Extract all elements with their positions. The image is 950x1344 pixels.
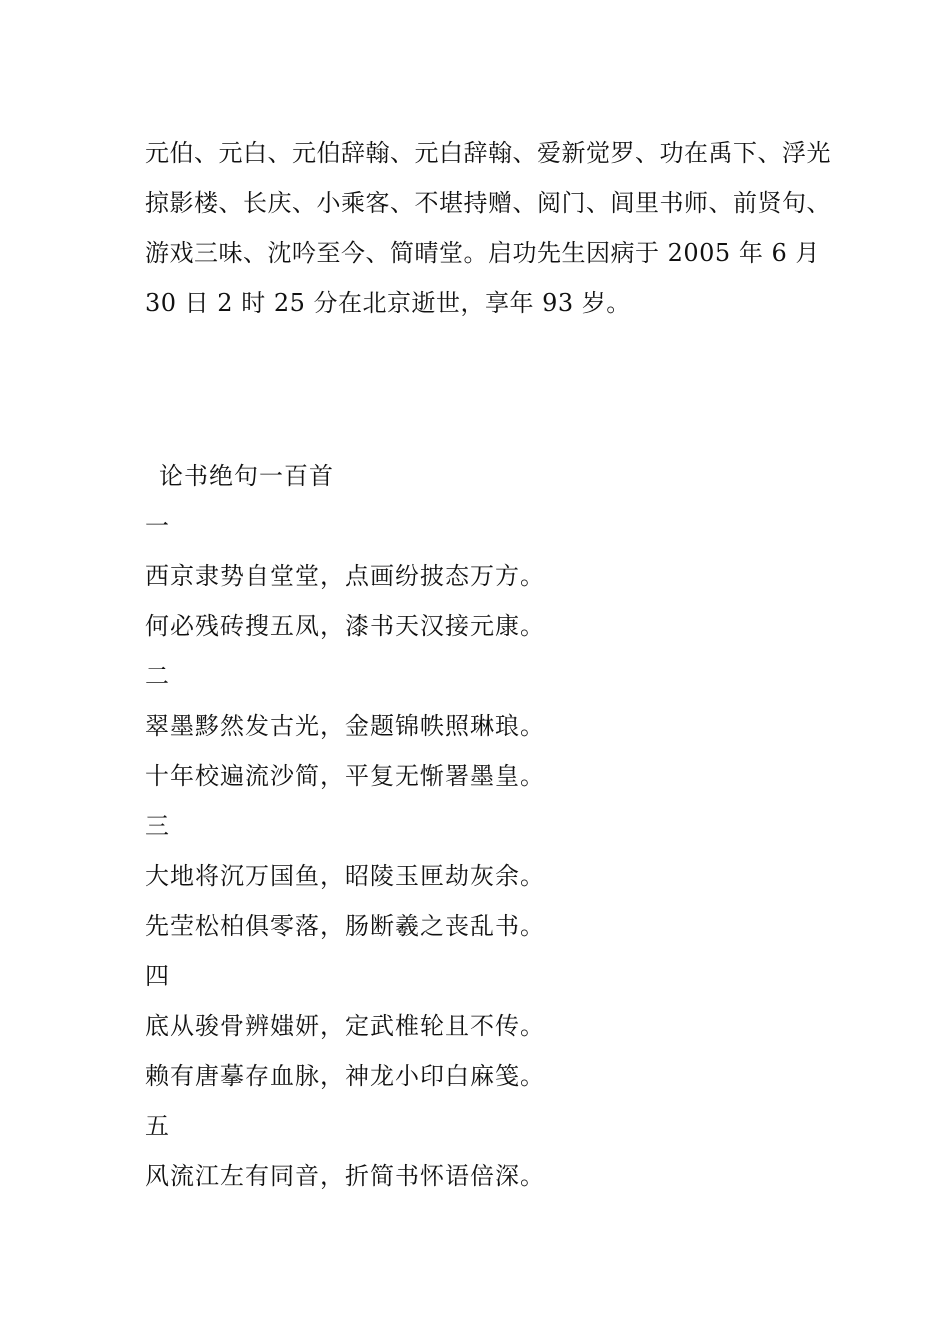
poem-entry (145, 651, 810, 801)
poem-entry (145, 801, 810, 951)
collection-title: 论书绝句一百首 (159, 462, 334, 490)
poem-line: 风流江左有同音，折简书怀语倍深。 (145, 1162, 545, 1190)
poem-entry (145, 501, 810, 651)
poem-collection (145, 451, 810, 1201)
poem-entry (145, 951, 810, 1101)
poem-line: 大地将沉万国鱼，昭陵玉匣劫灰余。 (145, 862, 545, 890)
poem-line: 底从骏骨辨媸妍，定武椎轮且不传。 (145, 1012, 545, 1040)
poem-number: 一 (145, 512, 169, 540)
poem-number: 五 (145, 1112, 169, 1140)
poem-line: 何必残砖搜五凤，漆书天汉接元康。 (145, 612, 545, 640)
intro-line: 掠影楼、长庆、小乘客、不堪持赠、阅门、闾里书师、前贤句、 (145, 189, 831, 217)
poem-line: 翠墨黟然发古光，金题锦帙照琳琅。 (145, 712, 545, 740)
poem-number: 二 (145, 662, 169, 690)
poem-line: 十年校遍流沙简，平复无惭署墨皇。 (145, 762, 545, 790)
poem-line: 赖有唐摹存血脉，神龙小印白麻笺。 (145, 1062, 545, 1090)
poem-number: 四 (145, 962, 169, 990)
poem-line: 先茔松柏俱零落，肠断羲之丧乱书。 (145, 912, 545, 940)
intro-line: 游戏三味、沈吟至今、简晴堂。启功先生因病于 2005 年 6 月 (145, 239, 820, 267)
poem-number: 三 (145, 812, 169, 840)
poem-line: 西京隶势自堂堂，点画纷披态万方。 (145, 562, 545, 590)
intro-line: 元伯、元白、元伯辞翰、元白辞翰、爱新觉罗、功在禹下、浮光 (145, 139, 831, 167)
intro-paragraph (145, 128, 831, 328)
poem-entry (145, 1101, 810, 1201)
intro-line: 30 日 2 时 25 分在北京逝世，享年 93 岁。 (145, 289, 631, 317)
